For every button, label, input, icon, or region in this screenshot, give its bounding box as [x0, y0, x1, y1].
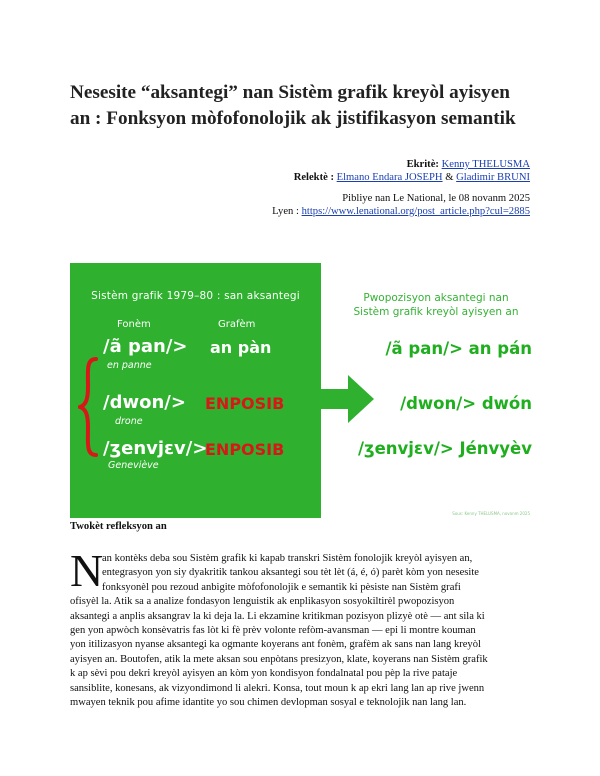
author-link[interactable]: Kenny THELUSMA — [441, 159, 530, 170]
body-line: an kontèks deba sou Sistèm grafik ki kapab transkri Sistèm fonolojik kreyòl ayisyen an, — [102, 553, 473, 564]
phoneme-3: /ʒenvjɛv/> — [103, 438, 208, 459]
editor-2-link[interactable]: Gladimir BRUNI — [456, 172, 530, 183]
author-line — [294, 158, 530, 171]
body-line: fonksyonèl pou rezoud anbigite mòfofonolojik e semantik ki pèsiste nan Sistèm grafi — [102, 581, 461, 593]
body-line: aksantegi a anplis aksangrav la ki deja la. Li ekzamine kritikman pozisyon plizyè otè — ant sila ki — [70, 610, 485, 622]
drop-cap: N — [70, 545, 104, 596]
proposal-2: /dwon/> dwón — [400, 394, 532, 413]
body-line: k ap sèvi pou dekri kreyòl ayisyen an kòm yon kondisyon fondalnatal pou pèp la rive pataje — [70, 668, 458, 680]
body-line: ofisyèl la. Atik sa a analize fondasyon lenguistik ak enplikasyon sosyokiltirèl pwopozisyon — [70, 596, 455, 608]
current-system-panel — [70, 263, 321, 518]
body-line: gen yon apwòch konsèvatris fas lòt ki fè prèv volonte refòm-avansman — epi li montre kouman — [70, 625, 476, 637]
figure-credit: Sous: Kenny THELUSMA, novanm 2025 — [452, 511, 530, 516]
published-line: Pibliye nan Le National, le 08 novanm 2025 — [342, 193, 530, 204]
proposal-title-line-2: Sistèm grafik kreyòl ayisyen an — [353, 306, 519, 318]
phoneme-2: /dwon/> — [103, 392, 186, 413]
editors-label: Relektè : — [293, 172, 334, 183]
grapheme-column-header: Grafèm — [218, 319, 256, 330]
grapheme-2: ENPOSIB — [205, 394, 285, 413]
proposal-title — [332, 291, 540, 319]
red-brace-icon — [78, 357, 100, 457]
title-line-1: Nesesite “aksantegi” nan Sistèm grafik kreyòl ayisyen — [70, 82, 510, 103]
body-line: mwayen teknik pou afime idantite yo sou chimen devlopman sosyal e teknolojik nan lang lan. — [70, 697, 467, 709]
gloss-3: Geneviève — [108, 460, 159, 471]
editor-1-link[interactable]: Elmano Endara JOSEPH — [336, 172, 443, 183]
credits-block — [294, 158, 530, 184]
article-url-link[interactable]: https://www.lenational.org/post_article.php?cul=2885 — [301, 206, 530, 217]
link-label: Lyen : — [272, 206, 299, 217]
body-line: sansiblite, konesans, ak vizyondimond li alekri. Konsa, tout moun k ap ekri lang lan ap rive jwenn — [70, 682, 485, 694]
figure — [70, 263, 540, 518]
grapheme-1: an pàn — [210, 338, 272, 357]
author-label: Ekritè: — [406, 159, 439, 170]
body-line: ayisyen an. Boutofen, atik la mete aksan sou enpòtans presizyon, klate, koyerans nan Sistèm grafik — [70, 653, 488, 665]
right-arrow-icon — [318, 373, 376, 425]
body-line: entegrasyon yon siy dyakritik tankou aksantegi sou tèt lèt (á, é, ó) parèt kòm yon nesesite — [102, 567, 479, 579]
phoneme-1: /ã pan/> — [103, 336, 188, 357]
body-line: yon itilizasyon nyanse aksantegi ka ogmante koyerans ant fonèm, grafèm ak sans nan lang kreyòl — [70, 639, 481, 651]
article-title — [70, 80, 540, 132]
editors-line — [294, 171, 530, 184]
current-system-title: Sistèm grafik 1979–80 : san aksantegi — [91, 290, 300, 302]
gloss-2: drone — [115, 416, 143, 427]
body-paragraph — [70, 552, 530, 710]
figure-caption: Twokèt refleksyon an — [70, 521, 167, 532]
phoneme-column-header: Fonèm — [117, 319, 151, 330]
proposal-title-line-1: Pwopozisyon aksantegi nan — [363, 292, 509, 304]
grapheme-3: ENPOSIB — [205, 440, 285, 459]
publication-info — [272, 192, 530, 218]
proposal-1: /ã pan/> an pán — [385, 339, 532, 358]
proposal-3: /ʒenvjɛv/> Jénvyèv — [357, 439, 532, 458]
link-line — [272, 205, 530, 218]
editors-ampersand: & — [445, 172, 454, 183]
title-line-2: an : Fonksyon mòfofonolojik ak jistifikasyon semantik — [70, 108, 516, 129]
gloss-1: en panne — [107, 360, 152, 371]
